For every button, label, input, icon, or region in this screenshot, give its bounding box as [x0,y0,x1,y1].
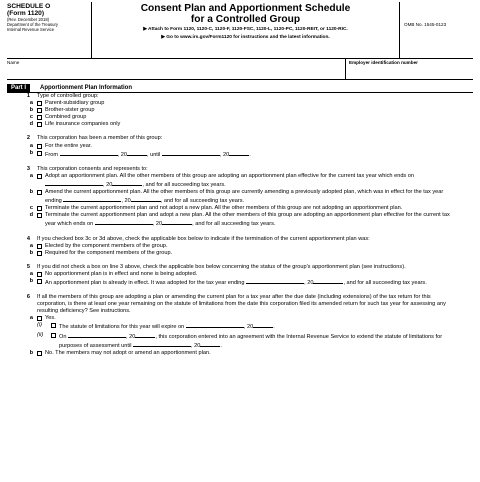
option-text [45,173,473,189]
date-field[interactable] [95,219,153,225]
option-6b [7,350,473,357]
option-6a [7,315,473,322]
option-text: Yes. [45,315,56,322]
year-field[interactable] [112,180,142,186]
checkbox-3c[interactable] [37,206,42,211]
option-5b-suffix: , and for all succeeding tax years. [343,279,427,286]
checkbox-5a[interactable] [37,272,42,277]
schedule-o-form [7,2,473,478]
question-number: 5 [26,263,30,270]
question-3 [7,166,473,173]
year-prefix: , 20 [103,181,113,188]
option-text: Combined group [45,114,87,121]
period: . [273,324,275,331]
option-6a-i [7,322,473,331]
until-date-field[interactable] [162,150,220,156]
date-field[interactable] [63,196,121,202]
option-letter: a [29,172,33,179]
year-prefix: , 20 [243,324,254,331]
checkbox-2a[interactable] [37,144,42,149]
option-text: Parent-subsidiary group [45,100,105,107]
option-5b-text: An apportionment plan is already in effect. It was adopted for the tax year ending [45,279,245,286]
option-4a [7,243,473,250]
checkbox-3a[interactable] [37,174,42,179]
form-content [7,93,473,357]
question-text: If you did not check a box on line 3 above, check the applicable box below concerning the status of the group's apportionment plan (see instructions). [37,263,406,270]
date-field[interactable] [133,341,191,347]
question-2 [7,135,473,142]
option-3a-suffix: , and for all succeeding tax years. [142,181,226,188]
option-3d-text: Terminate the current apportionment plan and adopt a new plan. All the other members of this group are adopting an apportionment plan effective for the current tax year which ends on [45,212,450,228]
question-number: 3 [26,165,30,172]
year-field[interactable] [162,219,192,225]
checkbox-1c[interactable] [37,115,42,120]
year-prefix: , 20 [304,279,314,286]
checkbox-6b[interactable] [37,351,42,356]
option-letter: a [29,242,33,249]
checkbox-5b[interactable] [37,279,42,284]
checkbox-3d[interactable] [37,213,42,218]
option-5a [7,271,473,278]
option-letter: a [29,142,33,149]
question-4 [7,236,473,243]
option-3c [7,205,473,212]
checkbox-1b[interactable] [37,108,42,113]
option-text [45,212,473,228]
option-1a [7,100,473,107]
question-number: 4 [26,235,30,242]
option-text: No apportionment plan is in effect and none is being adopted. [45,270,198,277]
on-label: On [59,333,67,340]
option-text: Elected by the component members of the group. [45,242,168,249]
part-title: Apportionment Plan Information [40,85,133,91]
option-text: Terminate the current apportionment plan and not adopt a new plan. All the other members of this group are not adopting an apportionment plan. [45,205,403,212]
option-letter: d [29,121,33,128]
from-label: From [45,151,59,158]
question-text: This corporation has been a member of this group: [37,135,163,142]
year-field[interactable] [313,278,343,284]
option-6a-ii [7,332,473,350]
name-field[interactable] [7,59,345,79]
option-letter: b [29,189,33,196]
option-letter: a [29,315,33,322]
goto-instruction: ▶ Go to www.irs.gov/Form1120 for instructions and the latest information. [161,35,330,40]
option-text [45,278,473,287]
option-text [45,150,473,159]
option-3b-text: Amend the current apportionment plan. All the other members of this group are currently amending a previously adopted plan, which was in effect for the tax year ending [45,189,444,205]
option-1c [7,114,473,121]
form-title-line2: for a Controlled Group [190,14,301,25]
until-year-field[interactable] [229,150,249,156]
omb-number: OMB No. 1545-0123 [399,2,473,58]
option-2b [7,150,473,159]
option-1b [7,107,473,114]
option-1d [7,121,473,128]
until-label: , until [146,151,161,158]
option-text: Required for the component members of the group. [45,249,173,256]
part-header [7,84,473,93]
question-text: If all the members of this group are adopting a plan or amending the current plan for a tax year after the due date (including extensions) of the tax return for this corporation, is there at least one year remaining on the statute of limitations from the date this corporation filed its amended return for such tax year for assessing any resulting deficiency? See instructions. [37,294,446,315]
option-3d-suffix: , and for all succeeding tax years. [192,221,276,228]
date-field[interactable] [68,332,126,338]
sub-label: (i) [37,322,42,329]
option-text: Brother-sister group [45,107,95,114]
question-number: 6 [26,294,30,301]
option-3a [7,173,473,189]
checkbox-2b[interactable] [37,151,42,156]
question-text: If you checked box 3c or 3d above, check the applicable box below to indicate if the termination of the current apportionment plan was: [37,235,370,242]
option-3a-text: Adopt an apportionment plan. All the other members of this group are adopting an apportionment plan effective for the current tax year which ends on [45,172,414,179]
option-letter: b [29,107,33,114]
option-letter: b [29,149,33,156]
option-letter: b [29,277,33,284]
option-text [45,189,473,205]
year-field[interactable] [131,196,161,202]
question-6 [7,294,473,315]
from-year-field[interactable] [127,150,147,156]
checkbox-4a[interactable] [37,244,42,249]
irs-label: Internal Revenue Service [7,27,55,32]
option-4b [7,250,473,257]
form-id-block [7,2,92,58]
checkbox-4b[interactable] [37,251,42,256]
year-prefix: , 20 [126,333,136,340]
checkbox-1d[interactable] [37,122,42,127]
checkbox-6a-ii[interactable] [51,333,56,338]
option-3d [7,212,473,228]
option-letter: b [29,349,33,356]
ein-field[interactable] [345,59,473,79]
option-letter: c [29,114,33,121]
checkbox-1a[interactable] [37,101,42,106]
from-date-field[interactable] [60,150,118,156]
option-text: Life insurance companies only [45,121,121,128]
date-field[interactable] [186,322,244,328]
year-field[interactable] [135,332,155,338]
part-label: Part I [7,84,30,92]
checkbox-6a[interactable] [37,316,42,321]
checkbox-3b[interactable] [37,190,42,195]
option-3b [7,189,473,205]
form-header [7,2,473,59]
question-1 [7,93,473,100]
year-field[interactable] [200,341,220,347]
date-field[interactable] [246,278,304,284]
option-letter: b [29,249,33,256]
option-5b [7,278,473,287]
period: . [249,151,251,158]
year-prefix: , 20 [152,221,163,228]
year-prefix: , 20 [121,198,131,205]
name-ein-row [7,59,473,80]
option-letter: d [29,212,33,219]
year-prefix: , 20 [117,151,127,158]
option-letter: a [29,100,33,107]
option-text [59,332,473,350]
date-field[interactable] [45,180,103,186]
question-5 [7,264,473,271]
option-letter: a [29,270,33,277]
option-text [59,322,473,331]
question-number: 2 [26,135,30,142]
option-6a-i-text: The statute of limitations for this year will expire on [59,324,185,331]
form-number: (Form 1120) [7,10,45,17]
schedule-name: SCHEDULE O [7,3,51,10]
option-letter: c [29,205,33,212]
year-prefix: , 20 [191,342,201,349]
revision-date: (Rev. December 2018) [7,17,50,22]
department-label: Department of the Treasury [7,22,58,27]
form-title-line1: Consent Plan and Apportionment Schedule [140,3,351,14]
sub-label: (ii) [37,331,44,338]
year-field[interactable] [253,322,275,331]
form-title-block [92,2,399,58]
question-number: 1 [26,93,30,99]
question-text: This corporation consents and represents to: [37,165,148,172]
period: . [220,342,222,349]
option-2a [7,143,473,150]
option-text: No. The members may not adopt or amend an apportionment plan. [45,349,211,356]
checkbox-6a-i[interactable] [51,323,56,328]
attach-instruction: ▶ Attach to Form 1120, 1120-C, 1120-F, 1120-FSC, 1120-L, 1120-PC, 1120-REIT, or 1120-RIC. [143,27,348,32]
option-3b-suffix: , and for all succeeding tax years. [160,198,245,205]
year-prefix: , 20 [219,151,230,158]
ein-label: Employer identification number [349,60,418,65]
option-6a-ii-text: , this corporation entered into an agreement with the Internal Revenue Service to extend the statute of limitations for purposes of assessment until [59,333,443,349]
option-text: For the entire year. [45,142,92,149]
name-label: Name [7,60,20,65]
question-text: Type of controlled group: [37,93,99,99]
